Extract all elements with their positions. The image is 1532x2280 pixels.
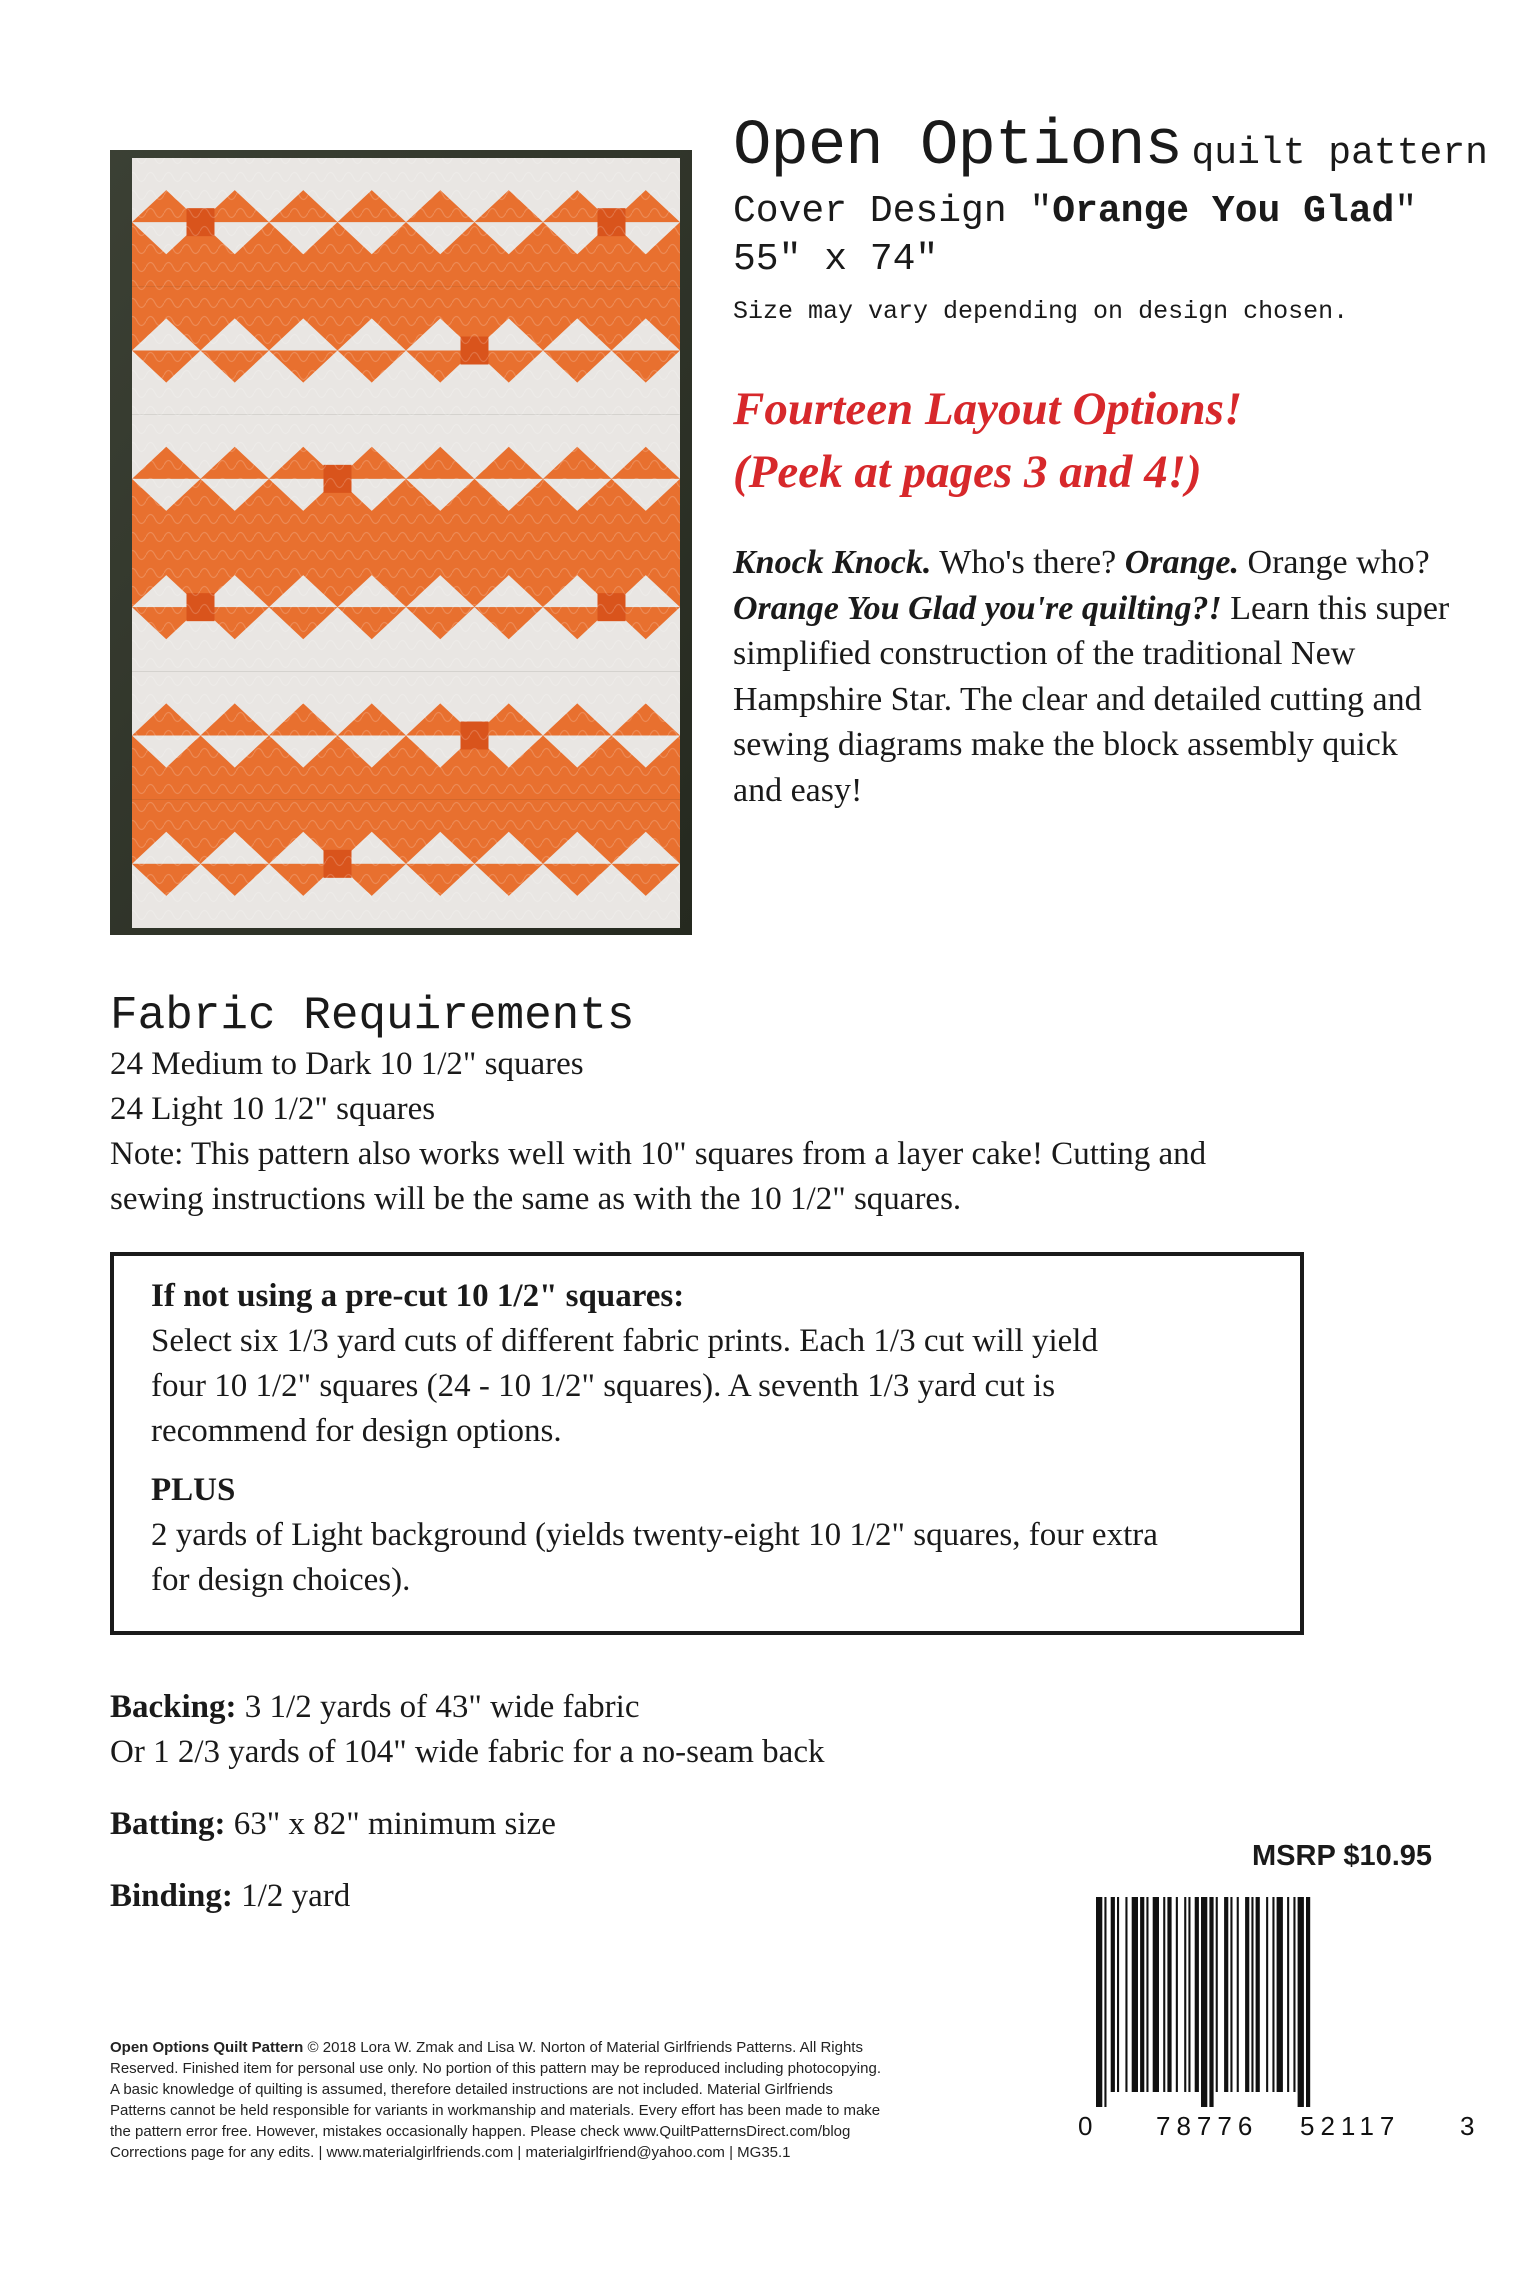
precut-line-5: for design choices). xyxy=(151,1562,411,1598)
pattern-title: Open Options xyxy=(733,111,1182,183)
barcode-bar xyxy=(1140,1897,1144,2092)
binding-value: 1/2 yard xyxy=(232,1878,351,1914)
layout-options-promo xyxy=(733,378,1493,504)
legal-line-2: Reserved. Finished item for personal use only. No portion of this pattern may be reproduced including photocopying. xyxy=(110,2060,881,2077)
intro-bold-3: Orange You Glad you're quilting?! xyxy=(733,589,1222,627)
fabric-note-line-1: Note: This pattern also works well with 10" squares from a layer cake! Cutting and xyxy=(110,1136,1207,1172)
legal-line-1: © 2018 Lora W. Zmak and Lisa W. Norton of Material Girlfriends Patterns. All Rights xyxy=(303,2039,863,2056)
barcode-digit-lead: 0 xyxy=(1078,2111,1093,2141)
legal-title: Open Options Quilt Pattern xyxy=(110,2039,304,2056)
legal-line-3: A basic knowledge of quilting is assumed, therefore detailed instructions are not included. Material Girlfriends xyxy=(110,2081,833,2098)
backing-label: Backing: xyxy=(110,1689,237,1725)
barcode-digit-check: 3 xyxy=(1460,2111,1475,2141)
barcode-bar xyxy=(1104,1897,1106,2107)
barcode-bar xyxy=(1287,1897,1289,2092)
legal-notice xyxy=(110,2037,1060,2163)
precut-line-3: recommend for design options. xyxy=(151,1413,562,1449)
precut-plus-heading: PLUS xyxy=(151,1472,236,1508)
pattern-subtitle: quilt pattern xyxy=(1191,132,1488,175)
barcode xyxy=(1078,1895,1478,2145)
materials-list xyxy=(110,1685,1210,1919)
barcode-bar xyxy=(1153,1897,1159,2092)
barcode-bar xyxy=(1266,1897,1268,2092)
barcode-bar xyxy=(1245,1897,1249,2092)
barcode-bar xyxy=(1230,1897,1232,2092)
barcode-bar xyxy=(1188,1897,1190,2092)
cover-design-name: Orange You Glad xyxy=(1052,190,1395,233)
barcode-bar xyxy=(1209,1897,1213,2107)
barcode-bar xyxy=(1272,1897,1274,2092)
barcode-bar xyxy=(1237,1897,1239,2092)
fabric-line-1: 24 Medium to Dark 10 1/2" squares xyxy=(110,1046,584,1082)
barcode-bar xyxy=(1277,1897,1283,2092)
intro-text-3: Learn this super simplified construction of the traditional New Hampshire Star. The clear and detailed cutting and sewing diagrams make the block assembly quick and easy! xyxy=(733,589,1450,809)
fabric-note-line-2: sewing instructions will be the same as with the 10 1/2" squares. xyxy=(110,1181,962,1217)
barcode-bar xyxy=(1184,1897,1186,2092)
promo-line-1: Fourteen Layout Options! xyxy=(733,383,1243,435)
msrp-price: MSRP $10.95 xyxy=(1252,1840,1433,1872)
fabric-line-2: 24 Light 10 1/2" squares xyxy=(110,1091,436,1127)
precut-line-2: four 10 1/2" squares (24 - 10 1/2" squares). A seventh 1/3 yard cut is xyxy=(151,1368,1056,1404)
barcode-bar xyxy=(1251,1897,1253,2092)
precut-line-1: Select six 1/3 yard cuts of different fabric prints. Each 1/3 cut will yield xyxy=(151,1323,1098,1359)
size-note: Size may vary depending on design chosen. xyxy=(733,297,1349,326)
intro-text-1: Who's there? xyxy=(931,544,1125,581)
barcode-bar xyxy=(1306,1897,1310,2107)
backing-value: 3 1/2 yards of 43" wide fabric xyxy=(236,1689,640,1725)
barcode-bar xyxy=(1125,1897,1127,2092)
quilt-photo xyxy=(110,150,692,935)
cover-prefix: Cover Design " xyxy=(733,190,1053,233)
intro-bold-2: Orange. xyxy=(1124,544,1240,581)
fabric-requirements-list xyxy=(110,1042,1410,1222)
barcode-bar xyxy=(1293,1897,1295,2092)
barcode-bar xyxy=(1216,1897,1218,2092)
legal-line-4: Patterns cannot be held responsible for variants in workmanship and materials. Every effort has been made to make xyxy=(110,2102,881,2119)
barcode-digits-right: 52117 xyxy=(1300,2111,1401,2141)
barcode-bar xyxy=(1146,1897,1148,2092)
barcode-digits-left: 78776 xyxy=(1156,2111,1259,2141)
fabric-requirements-heading: Fabric Requirements xyxy=(110,990,635,1042)
legal-line-5: the pattern error free. However, mistakes occasionally happen. Please check www.QuiltPatternsDirect.com/blog xyxy=(110,2123,851,2140)
quilt-size: 55" x 74" xyxy=(733,238,939,281)
binding-line xyxy=(110,1874,1210,1919)
barcode-bar xyxy=(1117,1897,1119,2092)
precut-heading: If not using a pre-cut 10 1/2" squares: xyxy=(151,1278,685,1314)
barcode-bar xyxy=(1224,1897,1228,2092)
barcode-bar xyxy=(1096,1897,1102,2107)
precut-info-box xyxy=(110,1252,1304,1635)
barcode-bar xyxy=(1256,1897,1260,2092)
intro-text-2: Orange who? xyxy=(1239,544,1430,581)
intro-bold-1: Knock Knock. xyxy=(733,544,932,581)
barcode-bar xyxy=(1201,1897,1207,2107)
batting-label: Batting: xyxy=(110,1806,226,1842)
intro-paragraph xyxy=(733,540,1453,813)
barcode-bar xyxy=(1167,1897,1171,2092)
barcode-bar xyxy=(1298,1897,1304,2107)
barcode-bar xyxy=(1163,1897,1165,2092)
barcode-bars xyxy=(1096,1897,1310,2107)
title-block xyxy=(733,111,1493,326)
cover-suffix: " xyxy=(1394,190,1418,233)
backing-alt: Or 1 2/3 yards of 104" wide fabric for a no-seam back xyxy=(110,1734,825,1770)
precut-line-4: 2 yards of Light background (yields twenty-eight 10 1/2" squares, four extra xyxy=(151,1517,1158,1553)
barcode-bar xyxy=(1132,1897,1138,2092)
batting-line xyxy=(110,1802,1210,1847)
barcode-bar xyxy=(1195,1897,1199,2092)
barcode-bar xyxy=(1176,1897,1178,2092)
legal-line-6: Corrections page for any edits. | www.materialgirlfriends.com | materialgirlfriend@yahoo.com | MG35.1 xyxy=(110,2144,791,2161)
promo-line-2: (Peek at pages 3 and 4!) xyxy=(733,446,1202,498)
quilting-texture xyxy=(132,158,680,928)
binding-label: Binding: xyxy=(110,1878,233,1914)
cover-design-line xyxy=(733,190,1493,233)
batting-value: 63" x 82" minimum size xyxy=(225,1806,556,1842)
barcode-bar xyxy=(1111,1897,1115,2092)
backing-line xyxy=(110,1685,1210,1730)
